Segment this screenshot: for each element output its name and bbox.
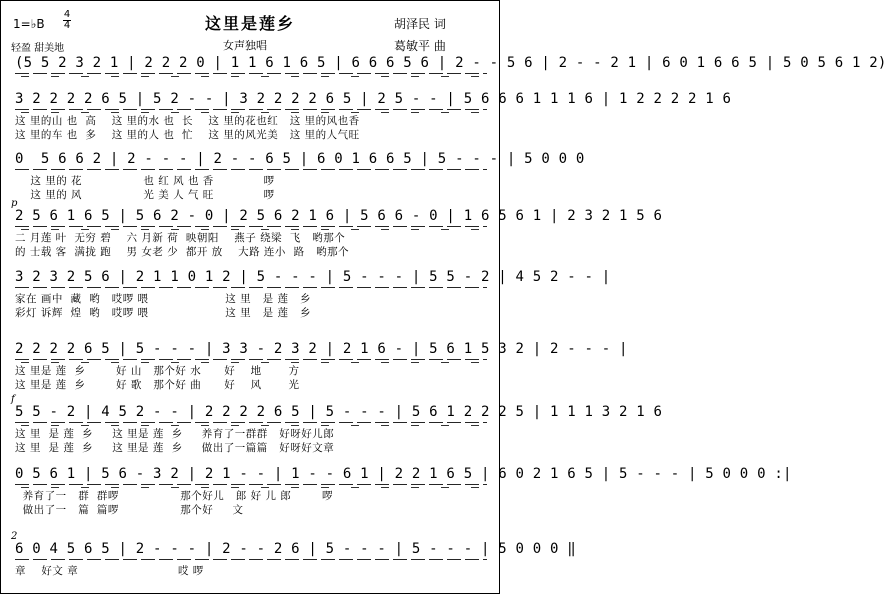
dynamic-mark: p [11, 198, 18, 209]
beam-line [15, 76, 487, 77]
beam-line [15, 484, 487, 485]
lyrics-verse-1: 家在 画中 藏 哟 哎啰 喂 这 里 是 莲 乡 [15, 293, 311, 305]
notes: (5 5 2 3 2 1 | 2 2 2 0 | 1 1 6 1 6 5 | 6 6 6 5 6 | 2 - - 5 6 | 2 - - 2 1 | 6 0 1 6 6 5 | 5 0 5 6 1 2) [15, 55, 887, 71]
lyrics-verse-2: 这 里 是 莲 乡 这 里是 莲 乡 做出了一篇篇 好呀好文章 [15, 442, 335, 454]
song-title: 这里是莲乡 [204, 14, 295, 33]
lyricist-credit: 胡泽民 词 [394, 17, 446, 31]
notes: 3 2 3 2 5 6 | 2 1 1 0 1 2 | 5 - - - | 5 - - - | 5 5 - 2 | 4 5 2 - - | [15, 269, 611, 285]
lyrics-verse-2: 这 里的 风 光 美 人 气 旺 啰 [15, 189, 275, 201]
notes: 2 5 6 1 6 5 | 5 6 2 - 0 | 2 5 6 2 1 6 | 5 6 6 - 0 | 1 6 5 6 1 | 2 3 2 1 5 6 [15, 208, 663, 224]
lyrics-verse-1: 章 好文 章 哎 啰 [15, 565, 204, 577]
lyrics-verse-1: 这 里的山 也 高 这 里的水 也 长 这 里的花也红 这 里的风也香 [15, 115, 360, 127]
beam-line [15, 169, 487, 170]
meter-bottom: 4 [63, 20, 71, 31]
dynamic-mark: f [11, 394, 15, 405]
beam-line [15, 359, 487, 360]
composer-credit: 葛敏平 曲 [394, 39, 446, 53]
lyrics-verse-2: 这 里的车 也 多 这 里的人 也 忙 这 里的风光美 这 里的人气旺 [15, 129, 360, 141]
notes: 2 2 2 2 6 5 | 5 - - - | 3 3 - 2 3 2 | 2 1 6 - | 5 6 1 5 3 2 | 2 - - - | [15, 341, 628, 357]
tempo-marking: 轻盈 甜美地 [11, 43, 65, 54]
notes: 5 5 - 2 | 4 5 2 - - | 2 2 2 2 6 5 | 5 - - - | 5 6 1 2 2 2 5 | 1 1 1 3 2 1 6 [15, 404, 663, 420]
notes: 3 2 2 2 2 6 5 | 5 2 - - | 3 2 2 2 2 6 5 | 2 5 - - | 5 6 6 6 1 1 1 6 | 1 2 2 2 2 1 6 [15, 91, 732, 107]
meter-top: 4 [63, 9, 71, 20]
beam-line [15, 226, 487, 227]
beam-line [15, 422, 487, 423]
lyrics-verse-2: 这 里是 莲 乡 好 歌 那个好 曲 好 风 光 [15, 379, 300, 391]
lyrics-verse-2: 的 士载 客 满拢 跑 男 女老 少 都开 放 大路 连小 路 哟那个 [15, 246, 350, 258]
ending-mark: 2 [11, 531, 18, 542]
beam-line [15, 109, 487, 110]
beam-line [15, 559, 487, 560]
notes: 6 0 4 5 6 5 | 2 - - - | 2 - - 2 6 | 5 - - - | 5 - - - | 5 0 0 0 ‖ [15, 541, 576, 557]
beam-line [15, 287, 487, 288]
lyrics-verse-1: 养育了一 群 群啰 那个好儿 郎 好 儿 郎 啰 [15, 490, 333, 502]
lyrics-verse-2: 彩灯 诉辉 煌 哟 哎啰 喂 这 里 是 莲 乡 [15, 307, 311, 319]
key-signature: 1=♭B [13, 17, 45, 31]
time-signature [63, 10, 71, 31]
notes: 0 5 6 1 | 5 6 - 3 2 | 2 1 - - | 1 - - 6 1 | 2 2 1 6 5 | 6 0 2 1 6 5 | 5 - - - | 5 0 0 0 :| [15, 466, 792, 482]
lyrics-verse-1: 这 里的 花 也 红 风 也 香 啰 [15, 175, 275, 187]
notes: 0 5 6 6 2 | 2 - - - | 2 - - 6 5 | 6 0 1 6 6 5 | 5 - - - | 5 0 0 0 [15, 151, 585, 167]
lyrics-verse-1: 这 里是 莲 乡 好 山 那个好 水 好 地 方 [15, 365, 300, 377]
lyrics-verse-1: 二 月莲 叶 无穷 碧 六 月新 荷 映朝阳 燕子 绕梁 飞 哟那个 [15, 232, 346, 244]
lyrics-verse-1: 这 里 是 莲 乡 这 里是 莲 乡 养育了一群群 好呀好儿郎 [15, 428, 335, 440]
lyrics-verse-2: 做出了一 篇 篇啰 那个好 文 [15, 504, 244, 516]
beam-line [15, 73, 487, 74]
voice-type: 女声独唱 [223, 39, 267, 52]
